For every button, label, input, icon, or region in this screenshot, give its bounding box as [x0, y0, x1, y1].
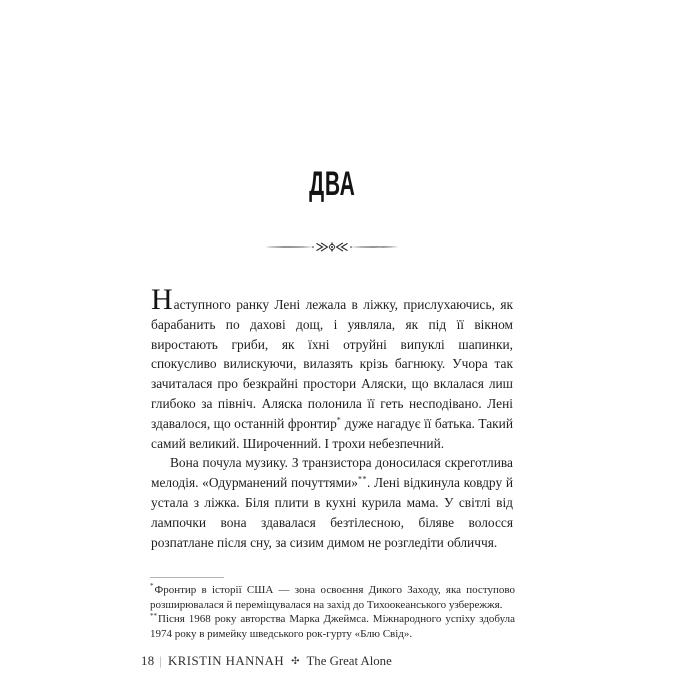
footer-divider: | — [159, 654, 162, 668]
chapter-title: ДВА — [308, 164, 356, 204]
footnote-reference: * — [336, 415, 342, 425]
body-paragraph: Наступного ранку Лені лежала в ліжку, прислухаючись, як барабанить по дахові дощ, і уявляла, як під її вікном виростають гриби, як їхні отруйні випуклі шапинки, спокусливо вилискуючи, вилазять крізь багнюку. Учора так зачиталася про безкрайні простори Аляски, що вклалася лиш глибоко за північ. Аляска полонила її геть несподівано. Лені здавалося, що останній фронтир* дуже нагадує її батька. Такий самий великий. Широченний. І трохи небезпечний. — [151, 283, 513, 451]
body-text — [151, 283, 514, 552]
author-name: KRISTIN HANNAH — [167, 654, 285, 668]
chapter-heading — [151, 164, 513, 204]
footnote-item: *Фронтир в історії США — зона освоєння Дикого Заходу, яка поступово розширювалася й переміщувалася на захід до Тихоокеанського узбережжя. — [150, 582, 515, 611]
raised-initial-cap: Н — [151, 283, 173, 316]
body-paragraph: Вона почула музику. З транзистора доносилася скреготлива мелодія. «Одурманений почуттями»**. Лені відкинула ковдру й устала з ліжка. Біля плити в кухні курила мама. У світлі від лампочки вона здавалася безтілесною, біляве волосся розпатлане після сну, за сизим димом не розгледіти обличчя. — [151, 455, 514, 550]
footnote-marker: * — [150, 582, 154, 591]
section-divider — [151, 240, 513, 254]
footnote-item: **Пісня 1968 року авторства Марка Джеймса. Міжнародного успіху здобула 1974 року в римейку шведського рок-гурту «Блю Свід». — [150, 611, 515, 640]
footnote-rule — [150, 577, 224, 578]
footer-ornament-icon: ✣ — [291, 656, 300, 667]
page-number: 18 — [141, 654, 155, 668]
footnote-reference: ** — [357, 474, 367, 484]
section-divider-ornament-icon — [264, 240, 400, 254]
footnotes — [150, 583, 515, 641]
footnote-marker: ** — [150, 611, 157, 620]
book-title: The Great Alone — [306, 654, 392, 668]
page-footer — [141, 654, 392, 669]
